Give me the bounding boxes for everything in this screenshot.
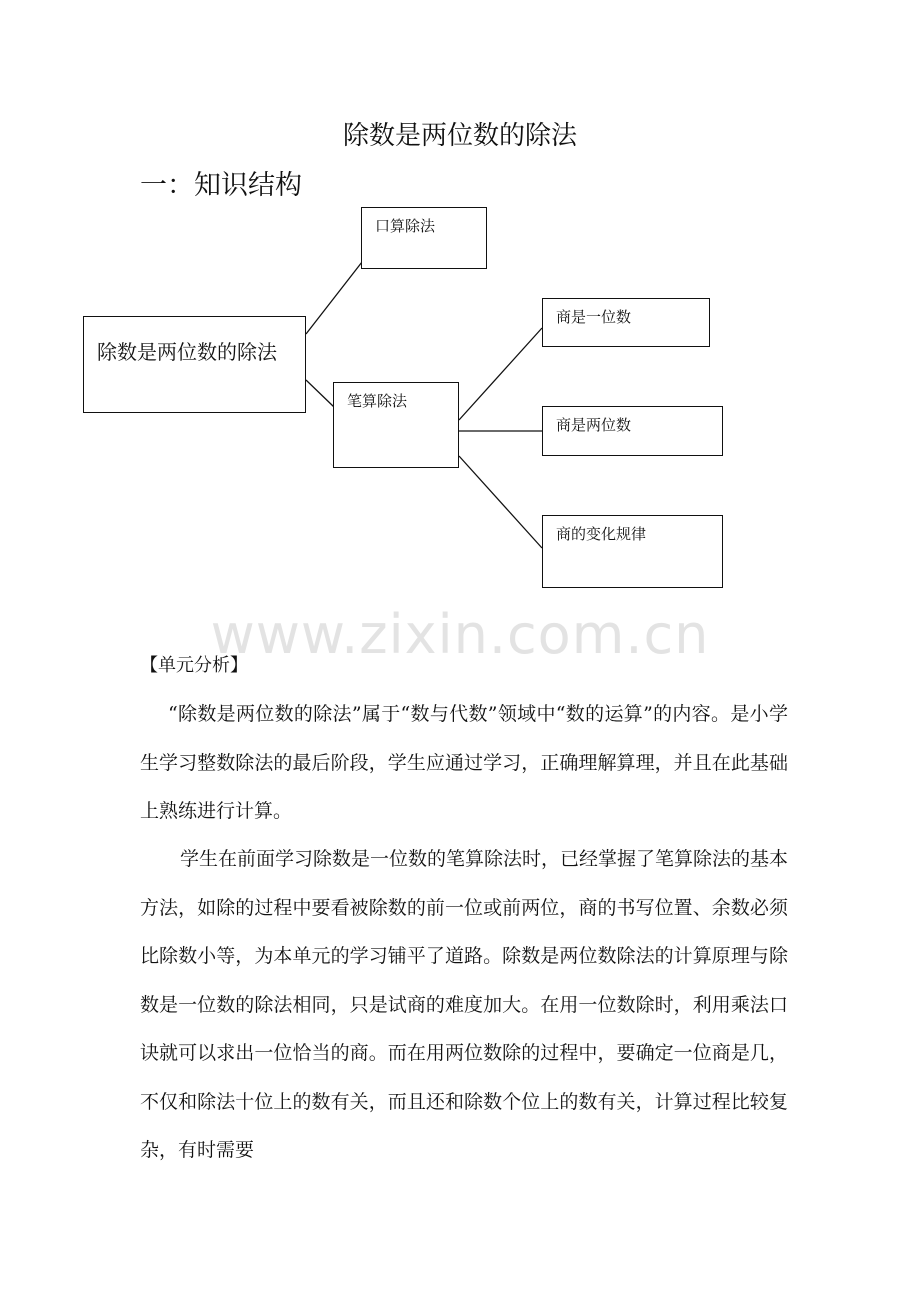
diagram-node-root: 除数是两位数的除法 xyxy=(83,316,306,413)
section-heading-knowledge-structure: 一：知识结构 xyxy=(140,170,302,201)
unit-analysis-paragraph: 学生在前面学习除数是一位数的笔算除法时，已经掌握了笔算除法的基本方法，如除的过程中要看被除数的前一位或前两位，商的书写位置、余数必须比除数小等，为本单元的学习铺平了道路。除数是两位数除法的计算原理与除数是一位数的除法相同，只是试商的难度加大。在用一位数除时，利用乘法口诀就可以求出一位恰当的商。而在用两位数除的过程中，要确定一位商是几，不仅和除法十位上的数有关，而且还和除数个位上的数有关，计算过程比较复杂，有时需要 xyxy=(140,848,789,1161)
page-title: 除数是两位数的除法 xyxy=(342,121,577,151)
diagram-node-quotient-change-rule: 商的变化规律 xyxy=(542,515,723,588)
connector-root-written xyxy=(306,380,334,407)
connector-written-change-rule xyxy=(459,456,542,548)
connector-written-one-digit xyxy=(459,328,542,420)
connector-root-oral xyxy=(306,262,362,334)
diagram-node-oral-division: 口算除法 xyxy=(361,207,487,269)
diagram-node-written-division: 笔算除法 xyxy=(333,382,459,468)
knowledge-structure-diagram xyxy=(0,0,920,620)
diagram-node-quotient-two-digits: 商是两位数 xyxy=(542,406,723,456)
watermark-text: www.zixin.com.cn xyxy=(210,603,710,666)
unit-analysis-paragraph: “除数是两位数的除法”属于“数与代数”领域中“数的运算”的内容。是小学生学习整数除法的最后阶段，学生应通过学习，正确理解算理，并且在此基础上熟练进行计算。 xyxy=(140,703,788,822)
unit-analysis-heading: 【单元分析】 xyxy=(140,655,248,676)
diagram-connectors xyxy=(0,0,920,620)
diagram-node-quotient-one-digit: 商是一位数 xyxy=(542,298,710,347)
